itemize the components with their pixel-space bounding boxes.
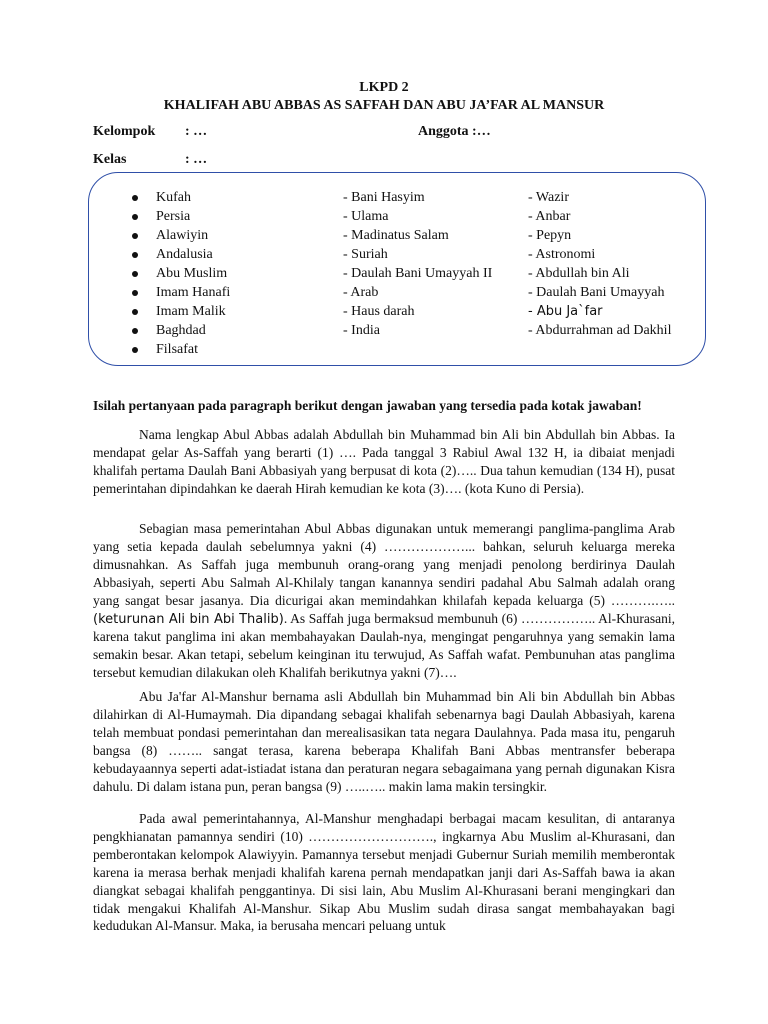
- answer-option: - Abu Ja`far: [528, 304, 603, 319]
- answer-option: - Haus darah: [343, 304, 415, 319]
- answer-option: - Bani Hasyim: [343, 190, 425, 205]
- paragraph-4: Pada awal pemerintahannya, Al-Manshur menghadapi berbagai macam kesulitan, di antaranya pengkhianatan pamannya sendiri (10) ………………………., ingkarnya Abu Muslim al-Khurasani, dan pemberontakan kelompok Alawiyyin. Pamannya tersebut menjadi Gubernur Suriah memilih memberontak karena ia merasa berhak menjadi khalifah karena pernah mendapatkan janji dari As-Saffah bawa ia akan diangkat sebagai khalifah penggantinya. Di sisi lain, Abu Muslim Al-Khurasani berani mengingkari dan tidak mengakui Khalifah Al-Manshur. Sikap Abu Muslim sudah dirasa sangat membahayakan bagi kedudukan Al-Mansur. Maka, ia berusaha mencari peluang untuk: [93, 811, 675, 934]
- anggota-field: Anggota :…: [418, 124, 491, 139]
- kelompok-value: : …: [185, 124, 208, 139]
- answer-option: - Madinatus Salam: [343, 228, 449, 243]
- answer-option: - Anbar: [528, 209, 571, 224]
- worksheet-title: LKPD 2: [359, 80, 409, 95]
- answer-column-3: [528, 188, 671, 340]
- answer-column-2: [343, 188, 492, 340]
- answer-option: Andalusia: [128, 245, 230, 264]
- paragraph-2-handwritten-note: (keturunan Ali bin Abi Thalib): [93, 611, 284, 627]
- kelompok-label: Kelompok: [93, 124, 156, 139]
- answer-option: Imam Malik: [128, 302, 230, 321]
- answer-column-1: [128, 188, 230, 359]
- answer-option: - India: [343, 323, 380, 338]
- answer-option: - Abdurrahman ad Dakhil: [528, 323, 672, 338]
- answer-option: - Suriah: [343, 247, 388, 262]
- paragraph-1: Nama lengkap Abul Abbas adalah Abdullah bin Muhammad bin Ali bin Abdullah bin Abbas. Ia mendapat gelar As-Saffah yang berarti (1) …. Pada tanggal 3 Rabiul Awal 132 H, ia dibaiat menjadi khalifah pertama Daulah Bani Abbasiyah yang berpusat di kota (2)….. Dua tahun kemudian (134 H), pusat pemerintahan dipindahkan ke daerah Hirah kemudian ke kota (3)…. (kota Kuno di Persia).: [93, 427, 675, 496]
- instruction-text: Isilah pertanyaan pada paragraph berikut dengan jawaban yang tersedia pada kotak jawaban!: [93, 398, 642, 413]
- paragraph-2-part-a: Sebagian masa pemerintahan Abul Abbas digunakan untuk memerangi panglima-panglima Arab yang setia kepada daulah sebelumnya yakni (4) ………………... bahkan, seluruh keluarga mereka dimusnahkan. As Saffah juga membunuh orang-orang yang menjadi penolong berdirinya Daulah Abbasiyah, seperti Abu Salmah Al-Khilaly tangan kanannya sendiri padahal Abu Salmah adalah orang yang sangat besar jasanya. Dia dicurigai akan memindahkan khilafah kepada keluarga (5) ……….…..: [93, 521, 675, 608]
- answer-option: - Daulah Bani Umayyah: [528, 285, 665, 300]
- answer-option: Filsafat: [128, 340, 230, 359]
- answer-option: Baghdad: [128, 321, 230, 340]
- answer-option: Alawiyin: [128, 226, 230, 245]
- answer-option: - Pepyn: [528, 228, 572, 243]
- answer-option: Abu Muslim: [128, 264, 230, 283]
- answer-option: - Abdullah bin Ali: [528, 266, 630, 281]
- answer-option: Persia: [128, 207, 230, 226]
- answer-option: - Arab: [343, 285, 379, 300]
- paragraph-3: Abu Ja'far Al-Manshur bernama asli Abdullah bin Muhammad bin Ali bin Abdullah bin Abbas dilahirkan di Al-Humaymah. Dia dipandang sebagai khalifah sebenarnya bagi Daulah Abbasiyah, karena telah membuat pondasi pemerintahan dan merealisasikan tata negara Daulahnya. Pada masa itu, pengaruh bangsa (8) …….. sangat terasa, karena beberapa Khalifah Bani Abbas mentransfer beberapa kebudayaannya seperti adat-istiadat istana dan peraturan negara sebagaimana yang pernah digunakan Kisra dahulu. Di dalam istana pun, peran bangsa (9) …..….. makin lama makin tersingkir.: [93, 689, 675, 794]
- answer-option: - Ulama: [343, 209, 389, 224]
- kelas-label: Kelas: [93, 152, 127, 167]
- kelas-value: : …: [185, 152, 208, 167]
- paragraph-2: [93, 520, 675, 682]
- answer-option: - Astronomi: [528, 247, 596, 262]
- worksheet-subtitle: KHALIFAH ABU ABBAS AS SAFFAH DAN ABU JA’FAR AL MANSUR: [163, 98, 605, 113]
- answer-option: Imam Hanafi: [128, 283, 230, 302]
- paragraph-2-part-c: . As Saffah juga bermaksud membunuh (6) …………….. Al-Khurasani, karena takut panglima ini akan membahayakan Daulah-nya, mengingat pengaruhnya yang semakin lama semakin besar. Akan tetapi, sebelum keinginan itu terwujud, As Saffah wafat. Pembunuhan atas panglima tersebut kemudian dilakukan oleh Khalifah berikutnya yakni (7)….: [93, 610, 675, 681]
- answer-option: - Daulah Bani Umayyah II: [343, 266, 493, 281]
- answer-option: Kufah: [128, 188, 230, 207]
- answer-option: - Wazir: [528, 190, 569, 205]
